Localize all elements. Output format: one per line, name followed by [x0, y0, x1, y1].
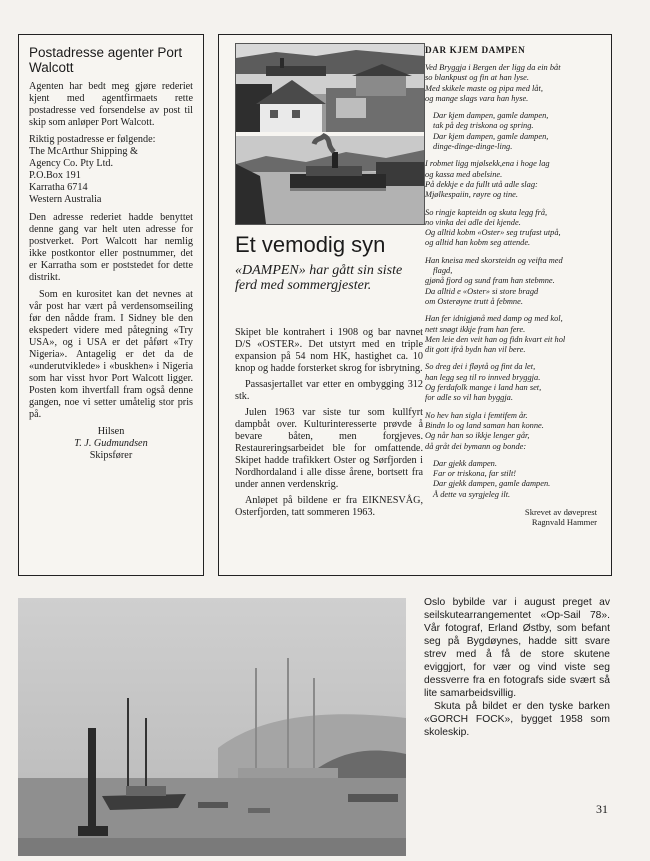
poem-line: no vinka dei adle dei kjende. [425, 217, 521, 227]
address-line: The McArthur Shipping & [29, 146, 138, 157]
postal-address [29, 146, 193, 206]
caption-paragraph: Oslo bybilde var i august preget av seilskutearrangementet «Op-Sail 78». Vår fotograf, Erland Østby, som befant seg på Bygdøynes, hadde sitt svare strev med å få de store skutene eviggjort, for vær og vind viste seg dessverre fra en fotografs side svært så lite samarbeidsvillig. [424, 597, 610, 699]
poem-line: So dreg dei i fløytå og fint da let, [425, 362, 536, 372]
poem-line: flagd, [433, 266, 453, 276]
article-paragraph: Anløpet på bildene er fra EIKNESVÅG, Osterfjorden, tatt sommeren 1963. [235, 495, 423, 518]
poem-stanza [425, 362, 605, 403]
notice-paragraph: Den adresse rederiet hadde benyttet denne gang var helt uten adresse for postverket. Port Walcott har nemlig ikke postkontor eller postnummer, det er Karratha som er poststedet for dette distrikt. [29, 212, 193, 283]
poem-credit-line: Skrevet av døveprest [524, 506, 597, 517]
poem-line: Da alltid e «Oster» si store bragd [425, 286, 539, 296]
sailing-ship-photo [18, 598, 406, 856]
notice-title: Postadresse agenter Port Walcott [29, 45, 183, 75]
poem-line: Med skikele maste og pipa med låt, [425, 83, 543, 93]
poem-line: gjønå fjord og sund fram han stebmne. [425, 276, 555, 286]
poem-line: Ved Bryggja i Bergen der ligg da ein båt [425, 63, 561, 72]
poem-line: og mange slags vara han hyse. [425, 93, 529, 103]
poem-line: Mjølkespaiin, røyre og tine. [425, 190, 518, 200]
address-line: Agency Co. Pty Ltd. [29, 158, 114, 169]
poem-line: No hev han sigla i femtifem år. [425, 410, 528, 420]
photo-caption-text [424, 596, 610, 739]
poem-stanza [425, 208, 605, 249]
article-body [235, 327, 423, 523]
poem-line: Dar kjem dampen, gamle dampen, [433, 111, 549, 121]
poem-line: då gråt dei bymann og bonde: [425, 441, 527, 451]
poem-stanza [425, 411, 605, 452]
signer-name: T. J. Gudmundsen [74, 438, 148, 449]
notice-paragraph: Som en kurositet kan det nevnes at vår post har vært på verdensomseiling før den nådde fram. I Sidney ble den ekspedert videre med påtegning «Try USA», og i USA er det påført «Try Nigeria». Antagelig er det da de «underutviklede» i «buskhen» i Nigeria som har visst hvor Port Walcott ligger. Posten kom ihvertfall fram også denne gangen, noe vi setter umåtelig stor pris på. [29, 289, 193, 420]
poem-line: nett snøgt ikkje fram han fere. [425, 324, 526, 334]
poem-line: Og når han so ikkje lenger går, [425, 431, 530, 441]
poem-stanza [425, 459, 605, 500]
article-subheadline: «DAMPEN» har gått sin siste ferd med sommergjester. [235, 263, 403, 293]
poem-author: Ragnvald Hammer [531, 517, 597, 528]
poem-credit [425, 507, 605, 528]
poem-stanza [425, 111, 605, 152]
greeting: Hilsen [97, 426, 125, 437]
poem-line: På dekkje e da fullt utå adle slag: [425, 179, 538, 189]
poem-line: han legg seg til ro innved bryggja. [425, 372, 541, 382]
poem-line: Han fer idnigjønå med damp og med kol, [425, 314, 563, 324]
poem-line: Dar gjekk dampen. [433, 458, 497, 468]
sailing-ship-photo-graphic [18, 598, 406, 856]
page-number: 31 [596, 802, 608, 816]
poem-line: og kassa med abelsine. [425, 169, 503, 179]
poem-line: Far or triskona, far stilt! [433, 469, 517, 479]
steamship-photo [235, 43, 425, 225]
notice-paragraph: Agenten har bedt meg gjøre rederiet kjent med agentfirmaets rette postadresse ved forsendelse av post til skip som anløper Port Walcott. [29, 81, 193, 128]
poem-line: Å dette va syrgjeleg ilt. [433, 489, 511, 499]
notice-paragraph: Riktig postadresse er følgende: [29, 134, 156, 145]
poem-stanzas [425, 63, 605, 500]
poem-line: I robmet ligg mjølsekk,ena i hoge lag [425, 159, 550, 169]
article-paragraph: Passasjertallet var etter en ombygging 312 stk. [235, 379, 423, 402]
poem-line: om Osterøyne trutt å febmne. [425, 296, 523, 306]
signer-role: Skipsfører [89, 450, 133, 461]
article-headline: Et vemodig syn [235, 232, 386, 257]
caption-paragraph: Skuta på bildet er den tyske barken «GORCH FOCK», bygget 1958 som skoleskip. [424, 701, 610, 738]
poem-line: for adle so vil han byggja. [425, 393, 513, 403]
address-line: Western Australia [29, 194, 102, 205]
poem-line: Og alltid kobm «Oster» seg trufast utpå, [425, 228, 561, 238]
poem-line: tak på deg triskona og spring. [433, 121, 534, 131]
dampen-article [218, 34, 612, 576]
poem-stanza [425, 159, 605, 200]
poem [425, 45, 605, 528]
poem-line: Dar gjekk dampen, gamle dampen. [433, 479, 551, 489]
poem-line: dinge-dinge-dinge-ling. [433, 142, 513, 152]
poem-line: og alltid han kobm seg attende. [425, 238, 531, 248]
article-paragraph: Julen 1963 var siste tur som kullfyrt dampbåt over. Kulturinteresserte prøvde å bevare båten, men forgjeves. Restaureringsarbeidet ble for omfattende. Skipet hadde trafikkert Oster og Sørfjorden i Nordhordaland i alle disse årene, bortsett fra under annen verdenskrig. [235, 407, 423, 490]
article-paragraph: Skipet ble kontrahert i 1908 og bar navnet D/S «OSTER». Det utstyrt med en triple expansion på 54 nom HK, hastighet ca. 10 knop og hadde forsterket skrog for isbrytning. [235, 327, 423, 374]
address-line: P.O.Box 191 [29, 170, 81, 181]
poem-line: Men leie den veit han og fidn kvart eit hol [425, 334, 566, 344]
poem-line: So ringje kapteidn og skuta legg frå, [425, 207, 548, 217]
poem-line: Han kneisa med skorsteidn og veifta med [425, 255, 563, 265]
address-line: Karratha 6714 [29, 182, 88, 193]
poem-line: so blankpust og fin at han lyse. [425, 73, 529, 83]
poem-stanza [425, 256, 605, 307]
agent-address-notice [18, 34, 204, 576]
poem-line: Bindn lo og land saman han konne. [425, 420, 544, 430]
steamship-photo-graphic [236, 44, 424, 224]
poem-stanza [425, 63, 605, 104]
poem-line: dit gott ifrå bydn han vil bere. [425, 345, 526, 355]
signature-block [29, 426, 193, 462]
poem-line: Dar kjem dampen, gamle dampen, [433, 131, 549, 141]
poem-stanza [425, 314, 605, 355]
poem-line: Og ferdafolk mange i land han set, [425, 383, 542, 393]
poem-title: DAR KJEM DAMPEN [425, 45, 526, 55]
